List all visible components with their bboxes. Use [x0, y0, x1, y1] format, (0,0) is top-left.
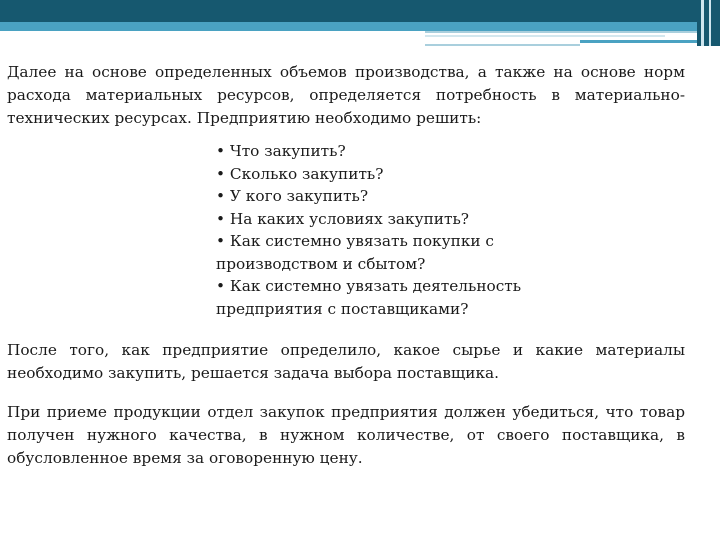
header-band	[0, 0, 720, 22]
intro-paragraph: Далее на основе определенных объемов производства, а также на основе норм расхода материальных ресурсов, определяется потребность в материально-технических ресурсах. Предприятию необходимо решить:	[7, 63, 685, 127]
supplier-paragraph: После того, как предприятие определило, какое сырье и какие материалы необходимо закупить, решается задача выбора поставщика.	[7, 341, 685, 382]
decorative-line	[425, 44, 580, 46]
bullet-item: • Как системно увязать покупки с производством и сбытом?	[216, 232, 495, 273]
bullet-item: • Сколько закупить?	[216, 164, 384, 183]
decorative-line	[580, 40, 697, 43]
bullet-item: • Как системно увязать деятельность предприятия с поставщиками?	[216, 277, 522, 318]
header-right-stripe	[701, 0, 704, 46]
header-right-stripe	[709, 0, 711, 46]
acceptance-paragraph: При приеме продукции отдел закупок предприятия должен убедиться, что товар получен нужного качества, в нужном количестве, от своего поставщика, в обусловленное время за оговоренную цену.	[7, 403, 685, 467]
bullet-item: • На каких условиях закупить?	[216, 209, 469, 228]
bullet-item: • У кого закупить?	[216, 187, 369, 205]
bullet-item: • Что закупить?	[216, 142, 346, 160]
decorative-line	[425, 35, 665, 37]
bullet-list	[216, 140, 536, 320]
header-light-band	[0, 22, 697, 31]
decorative-line	[425, 31, 697, 33]
